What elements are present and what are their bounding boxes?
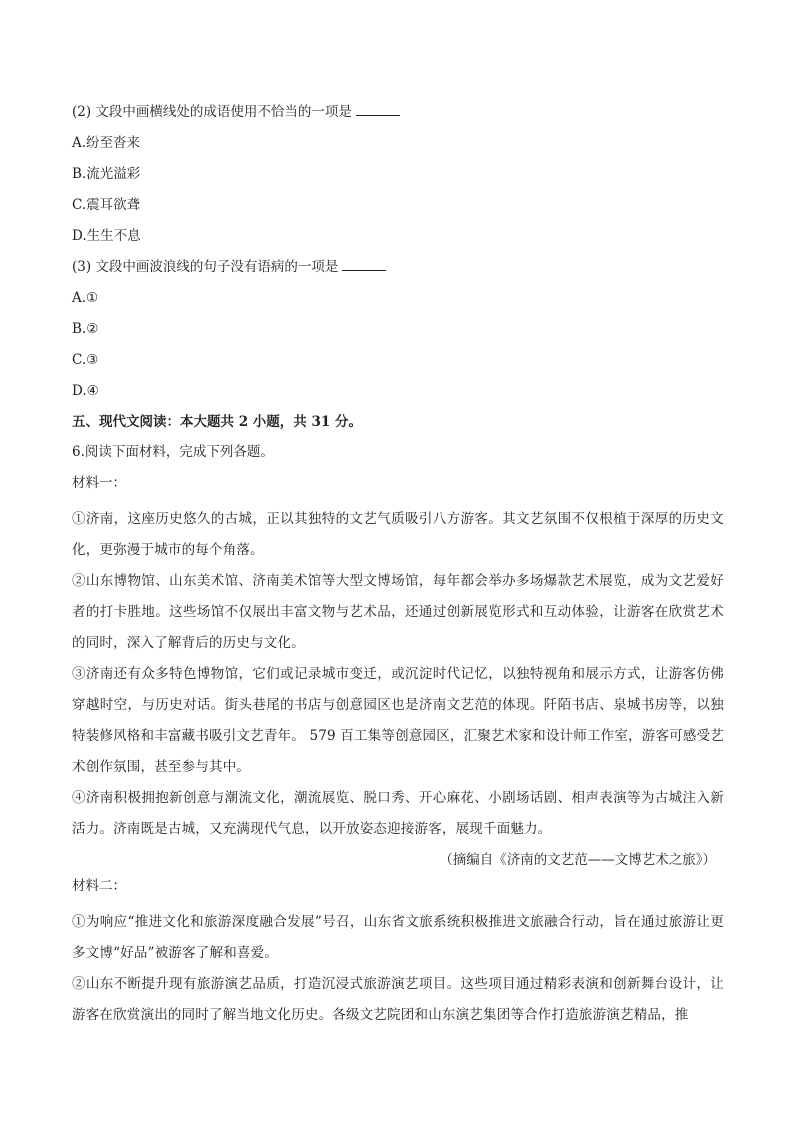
- question-3-option-d: D.④: [72, 383, 99, 399]
- material-1-source: （摘编自《济南的文艺范——文博艺术之旅》）: [439, 852, 716, 868]
- material-2-label: 材料二：: [72, 878, 126, 894]
- question-3-option-c: C.③: [72, 352, 99, 368]
- question-2-option-b: B.流光溢彩: [72, 166, 141, 182]
- question-2-option-a: A.纷至沓来: [72, 135, 141, 151]
- material-1-paragraph: ③济南还有众多特色博物馆，它们或记录城市变迁，或沉淀时代记忆，以独特视角和展示方式，让游客仿佛穿越时空，与历史对话。街头巷尾的书店与创意园区也是济南文艺范的体现。阡陌书店、泉城书房等，以独特装修风格和丰富藏书吸引文艺青年。 579 百工集等创意园区，汇聚艺术家和设计师工作室，游客可感受艺术创作氛围，甚至参与其中。: [72, 666, 724, 775]
- answer-blank: [356, 103, 400, 116]
- question-3-option-a: A.①: [72, 290, 99, 306]
- material-2-paragraph: ②山东不断提升现有旅游演艺品质，打造沉浸式旅游演艺项目。这些项目通过精彩表演和创新舞台设计，让游客在欣赏演出的同时了解当地文化历史。各级文艺院团和山东演艺集团等合作打造旅游演艺精品，推: [72, 976, 724, 1023]
- question-2-stem: [72, 102, 724, 133]
- question-2-option-c: C.震耳欲聋: [72, 197, 141, 213]
- question-3-stem: [72, 257, 724, 288]
- question-2-option-d: D.生生不息: [72, 228, 141, 244]
- material-1-label: 材料一：: [72, 475, 126, 491]
- question-2-text: (2) 文段中画横线处的成语使用不恰当的一项是: [72, 104, 352, 120]
- material-2-paragraph: ①为响应“推进文化和旅游深度融合发展”号召，山东省文旅系统积极推进文旅融合行动，旨在通过旅游让更多文博“好品”被游客了解和喜爱。: [72, 914, 724, 961]
- answer-blank: [342, 258, 386, 271]
- material-1-paragraph: ④济南积极拥抱新创意与潮流文化，潮流展览、脱口秀、开心麻花、小剧场话剧、相声表演等为古城注入新活力。济南既是古城，又充满现代气息，以开放姿态迎接游客，展现千面魅力。: [72, 790, 724, 837]
- section-heading: 五、现代文阅读：本大题共 2 小题，共 31 分。: [72, 414, 362, 430]
- question-3-text: (3) 文段中画波浪线的句子没有语病的一项是: [72, 259, 339, 275]
- question-6-stem: 6.阅读下面材料，完成下列各题。: [72, 444, 274, 460]
- material-1-paragraph: ①济南，这座历史悠久的古城，正以其独特的文艺气质吸引八方游客。其文艺氛围不仅根植于深厚的历史文化，更弥漫于城市的每个角落。: [72, 511, 724, 558]
- question-3-option-b: B.②: [72, 321, 99, 337]
- document-page: [72, 102, 724, 1031]
- material-1-paragraph: ②山东博物馆、山东美术馆、济南美术馆等大型文博场馆，每年都会举办多场爆款艺术展览，成为文艺爱好者的打卡胜地。这些场馆不仅展出丰富文物与艺术品，还通过创新展览形式和互动体验，让游客在欣赏艺术的同时，深入了解背后的历史与文化。: [72, 573, 724, 651]
